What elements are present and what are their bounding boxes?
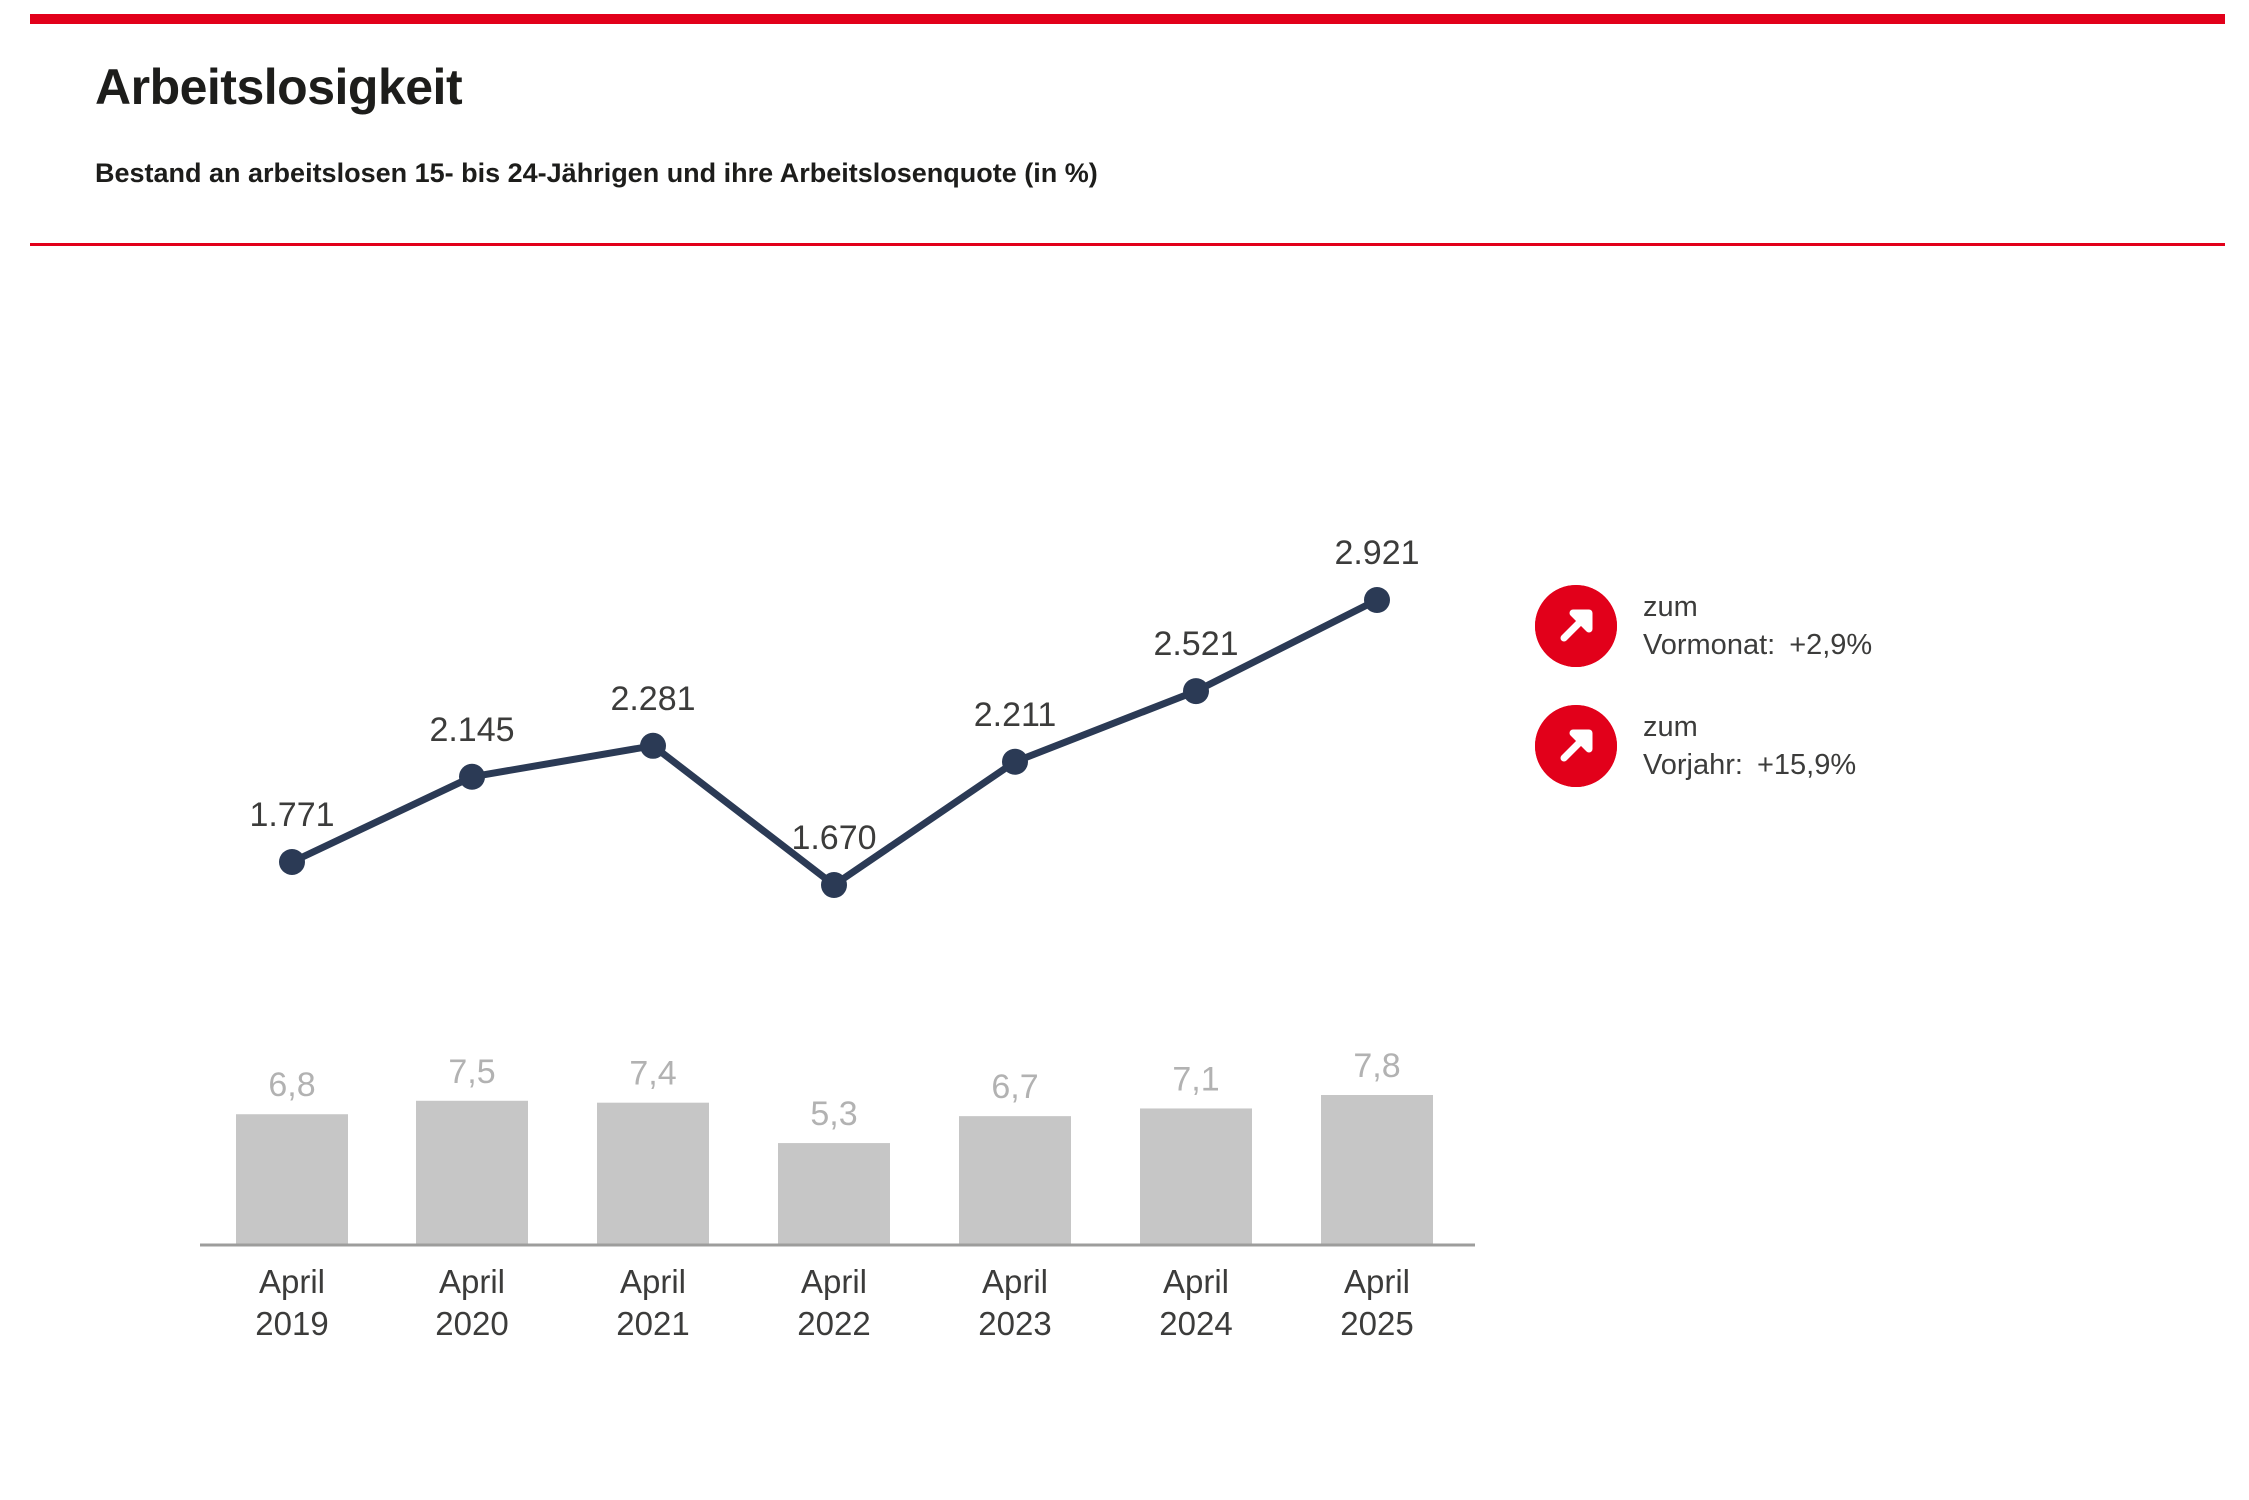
x-axis-tick-label: April	[258, 1263, 326, 1300]
bar-label: 7,5	[448, 1052, 496, 1091]
line-point-label: 2.521	[1153, 625, 1239, 664]
legend-vormonat-line2: Vormonat:	[1643, 629, 1776, 661]
legend-item-vormonat	[1535, 585, 2175, 667]
legend-item-vorjahr-text	[1643, 708, 1856, 785]
line-point-label: 2.211	[973, 695, 1057, 734]
bar-label: 7,4	[629, 1054, 677, 1093]
line-point	[640, 733, 666, 759]
bar	[416, 1101, 528, 1245]
bar	[1140, 1108, 1252, 1245]
arrow-up-right-icon	[1535, 585, 1617, 667]
line-point-label: 1.771	[249, 795, 335, 834]
line-point-label: 2.921	[1334, 534, 1420, 572]
line-point	[1364, 587, 1390, 613]
legend-item-vormonat-text	[1643, 588, 1872, 665]
legend-vormonat-value: +2,9%	[1789, 629, 1873, 661]
line-point-label: 2.281	[610, 679, 696, 718]
x-axis-tick-label: 2019	[255, 1305, 329, 1342]
header-divider	[30, 243, 2225, 246]
line-point	[279, 849, 305, 875]
bar-label: 7,8	[1353, 1047, 1401, 1085]
bar-label: 6,7	[991, 1068, 1039, 1107]
line-point-label: 1.670	[791, 819, 877, 857]
x-axis-tick-label: 2021	[616, 1305, 690, 1342]
legend-vorjahr-line2: Vorjahr:	[1643, 749, 1743, 781]
legend	[1535, 585, 2175, 825]
bar-label: 5,3	[810, 1095, 858, 1134]
bar	[597, 1103, 709, 1245]
bar	[778, 1143, 890, 1245]
legend-vorjahr-line1: zum	[1643, 710, 1698, 743]
combo-chart	[0, 250, 2249, 1400]
line-point	[459, 764, 485, 790]
line-point	[821, 872, 847, 898]
line-point-label: 2.145	[429, 710, 515, 749]
page-title: Arbeitslosigkeit	[95, 59, 463, 115]
x-axis-tick-labels	[255, 1263, 1413, 1342]
line-series-labels	[249, 534, 1419, 857]
bar-label: 6,8	[268, 1066, 316, 1105]
x-axis-tick-label: 2024	[1159, 1305, 1233, 1342]
bar	[1321, 1095, 1433, 1245]
page-subtitle: Bestand an arbeitslosen 15- bis 24-Jährigen und ihre Arbeitslosenquote (in %)	[95, 158, 1098, 188]
chart-area	[0, 250, 2249, 1400]
arrow-up-right-icon	[1535, 705, 1617, 787]
x-axis-tick-label: April	[1343, 1263, 1411, 1300]
header	[95, 60, 2145, 189]
top-accent-bar	[30, 14, 2225, 24]
bar	[236, 1114, 348, 1245]
x-axis-tick-label: 2022	[797, 1305, 871, 1342]
x-axis-tick-label: 2025	[1340, 1305, 1414, 1342]
legend-item-vorjahr	[1535, 705, 2175, 787]
legend-vormonat-line1: zum	[1643, 590, 1698, 623]
line-point	[1183, 678, 1209, 704]
x-axis-tick-label: April	[619, 1263, 687, 1300]
x-axis-tick-label: April	[800, 1263, 868, 1300]
line-point	[1002, 749, 1028, 775]
bar	[959, 1116, 1071, 1245]
bar-label: 7,1	[1172, 1060, 1220, 1099]
x-axis-tick-label: April	[438, 1263, 506, 1300]
x-axis-tick-label: April	[981, 1263, 1049, 1300]
x-axis-tick-label: 2023	[978, 1305, 1052, 1342]
legend-vorjahr-value: +15,9%	[1756, 749, 1857, 781]
x-axis-tick-label: April	[1162, 1263, 1230, 1300]
x-axis-tick-label: 2020	[435, 1305, 509, 1342]
